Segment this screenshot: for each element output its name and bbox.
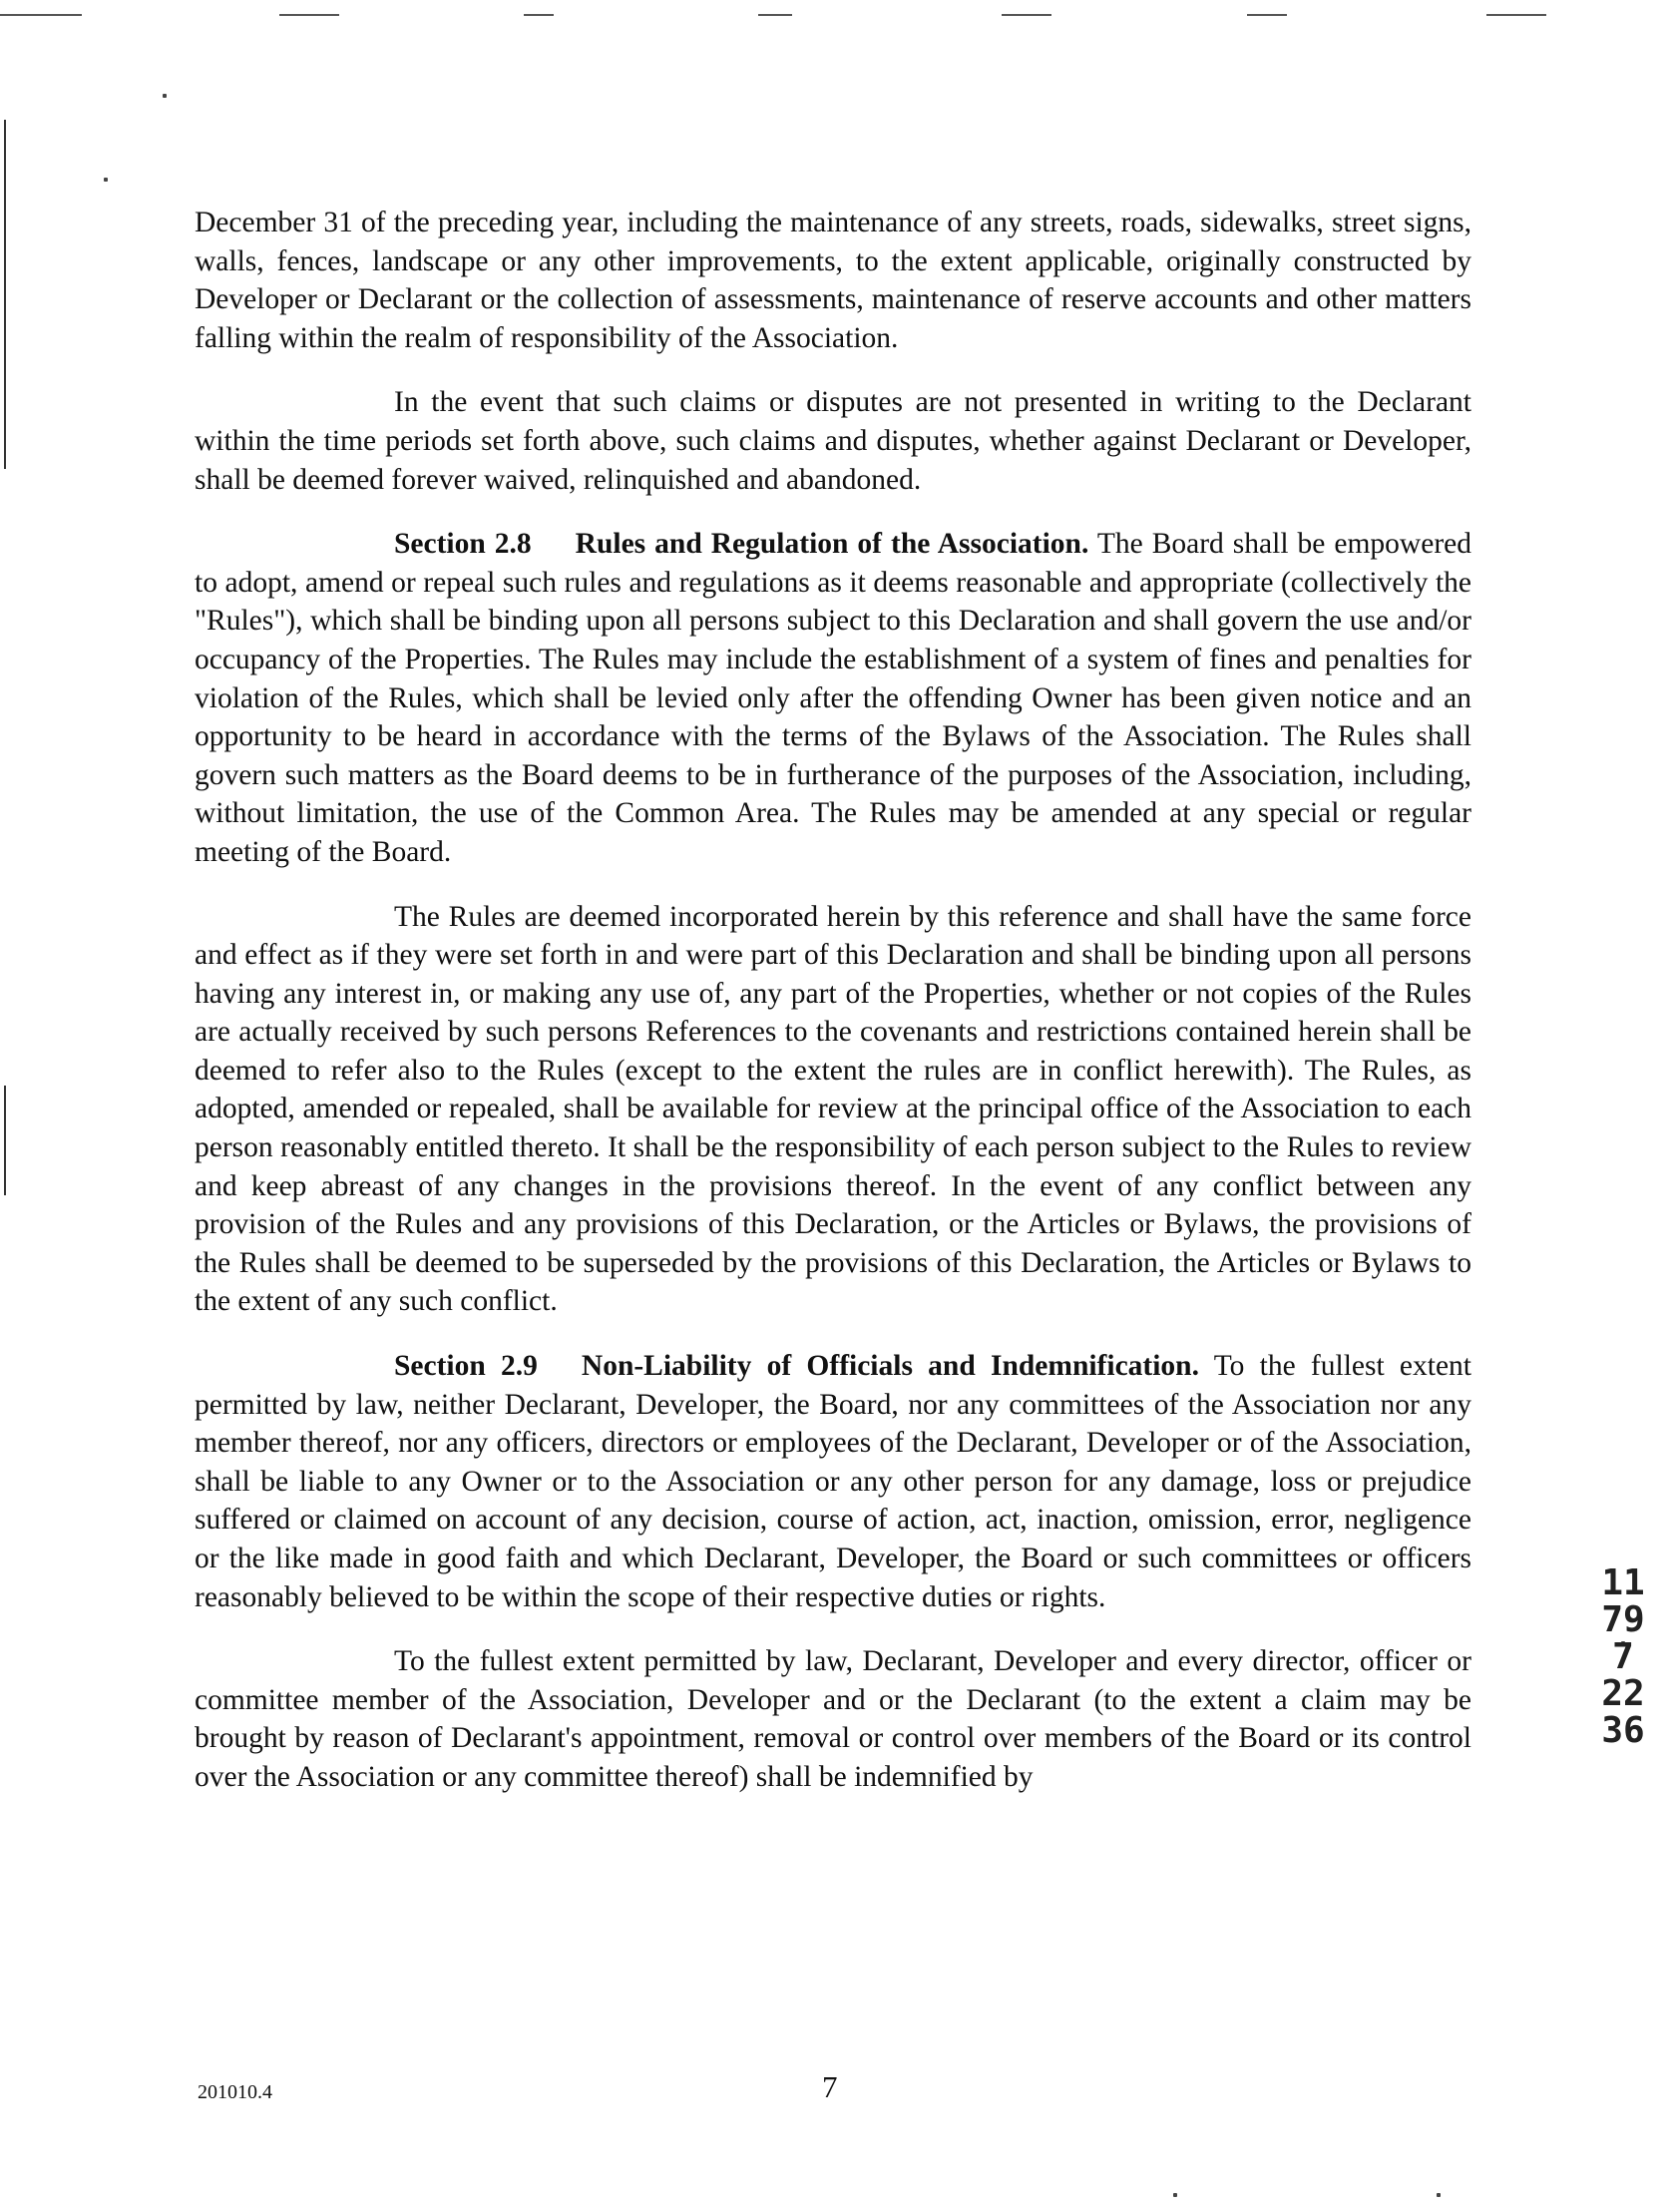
section-2-8-followup: The Rules are deemed incorporated herein by this reference and shall have the same force and effect as if they were set forth in and were part of this Declaration and shall be binding upon all persons having any interest in, or making any use of, any part of the Properties, whether or not copies of the Rules are actually received by such persons References to the covenants and restrictions contained herein shall be deemed to refer also to the Rules (except to the extent the rules are in conflict herewith). The Rules, as adopted, amended or repealed, shall be available for review at the principal office of the Association to each person reasonably entitled thereto. It shall be the responsibility of each person subject to the Rules to review and keep abreast of any changes in the provisions thereof. In the event of any conflict between any provision of the Rules and any provisions of this Declaration, or the Articles or Bylaws, the provisions of the Rules shall be deemed to be superseded by the provisions of this Declaration, the Articles or Bylaws to the extent of any such conflict. (195, 900, 1471, 1318)
scan-artifact-margin-bar-lower (4, 1086, 6, 1195)
footer-page-number: 7 (822, 2069, 838, 2104)
section-2-8-title: Rules and Regulation of the Association (575, 528, 1081, 561)
section-2-8-body: The Board shall be empowered to adopt, amend or repeal such rules and regulations as it deems reasonable and appropriate (collectively the "Rules"), which shall be binding upon all persons subject to this Declaration and shall govern the use and/or occupancy of the Properties. The Rules may include the establishment of a system of fines and penalties for violation of the Rules, which shall be levied only after the offending Owner has been given notice and an opportunity to be heard in accordance with the terms of the Bylaws of the Association. The Rules shall govern such matters as the Board deems to be in furtherance of the purposes of the Association, including, without limitation, the use of the Common Area. The Rules may be amended at any special or regular meeting of the Board. (195, 528, 1471, 868)
section-2-9-paragraph (195, 1347, 1471, 1616)
scan-artifact-top-5 (1002, 14, 1051, 16)
scan-artifact-dot-2 (104, 178, 108, 182)
document-body (195, 204, 1471, 1823)
recording-number-stamp: 11797 2236 (1601, 1562, 1645, 1751)
scan-artifact-margin-bar-upper (4, 120, 6, 469)
section-2-8-heading (394, 528, 1088, 560)
section-2-9-title: Non-Liability of Officials and Indemnification (581, 1350, 1192, 1383)
section-2-9-heading-period: . (1191, 1350, 1199, 1383)
scan-artifact-dot-1 (163, 94, 167, 98)
scan-artifact-top-4 (758, 14, 792, 16)
section-2-8-number: Section 2.8 (394, 528, 532, 561)
waiver-paragraph: In the event that such claims or disputes are not presented in writing to the Declarant within the time periods set forth above, such claims and disputes, whether against Declarant or Developer, shall be deemed forever waived, relinquished and abandoned. (195, 386, 1471, 496)
scan-artifact-top-3 (524, 14, 554, 16)
scan-artifact-top-2 (279, 14, 339, 16)
scan-artifact-top-7 (1486, 14, 1546, 16)
scan-artifact-dot-4 (1173, 2193, 1177, 2197)
scan-artifact-top-1 (0, 14, 82, 16)
section-2-9-followup: To the fullest extent permitted by law, Declarant, Developer and every director, officer or committee member of the Association, Developer and or the Declarant (to the extent a claim may be brought by reason of Declarant's appointment, removal or control over members of the Board or its control over the Association or any committee thereof) shall be indemnified by (195, 1645, 1471, 1793)
footer-document-id: 201010.4 (198, 2081, 272, 2103)
section-2-9-number: Section 2.9 (394, 1350, 538, 1383)
scan-artifact-dot-5 (1437, 2193, 1441, 2197)
scan-artifact-top-6 (1247, 14, 1287, 16)
opening-paragraph: December 31 of the preceding year, including the maintenance of any streets, roads, sidewalks, street signs, walls, fences, landscape or any other improvements, to the extent applicable, originally constructed by Developer or Declarant or the collection of assessments, maintenance of reserve accounts and other matters falling within the realm of responsibility of the Association. (195, 207, 1471, 354)
section-2-8-heading-period: . (1080, 528, 1089, 561)
section-2-9-body: To the fullest extent permitted by law, neither Declarant, Developer, the Board, nor any committees of the Association nor any member thereof, nor any officers, directors or employees of the Declarant, Developer or of the Association, shall be liable to any Owner or to the Association or any other person for any damage, loss or prejudice suffered or claimed on account of any decision, course of action, act, inaction, omission, error, negligence or the like made in good faith and which Declarant, Developer, the Board or such committees or officers reasonably believed to be within the scope of their respective duties or rights. (195, 1350, 1471, 1613)
section-2-8-paragraph (195, 525, 1471, 871)
section-2-9-heading (394, 1350, 1199, 1382)
